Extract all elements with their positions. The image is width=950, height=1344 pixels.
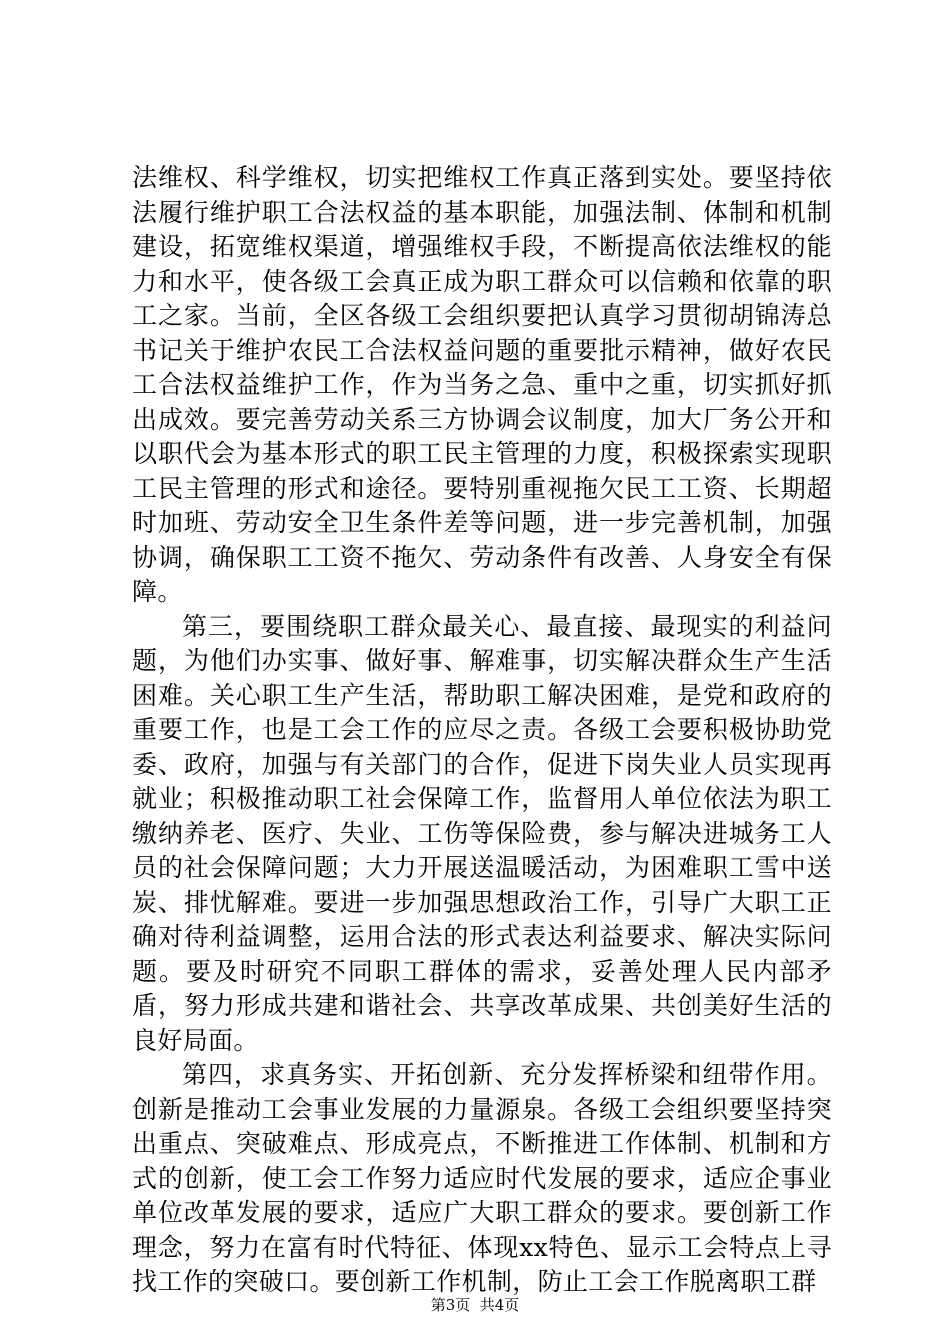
paragraph-1: 法维权、科学维权，切实把维权工作真正落到实处。要坚持依法履行维护职工合法权益的基本职能，加强法制、体制和机制建设，拓宽维权渠道，增强维权手段，不断提高依法维权的能力和水平，使各级工会真正成为职工群众可以信赖和依靠的职工之家。当前，全区各级工会组织要把认真学习贯彻胡锦涛总书记关于维护农民工合法权益问题的重要批示精神，做好农民工合法权益维护工作，作为当务之急、重中之重，切实抓好抓出成效。要完善劳动关系三方协调会议制度，加大厂务公开和以职代会为基本形式的职工民主管理的力度，积极探索实现职工民主管理的形式和途径。要特别重视拖欠民工工资、长期超时加班、劳动安全卫生条件差等问题，进一步完善机制，加强协调，确保职工工资不拖欠、劳动条件有改善、人身安全有保障。: [132, 163, 832, 606]
paragraph-3: 第四，求真务实、开拓创新、充分发挥桥梁和纽带作用。创新是推动工会事业发展的力量源泉。各级工会组织要坚持突出重点、突破难点、形成亮点，不断推进工作体制、机制和方式的创新，使工会工作努力适应时代发展的要求，适应企事业单位改革发展的要求，适应广大职工群众的要求。要创新工作理念，努力在富有时代特征、体现xx特色、显示工会特点上寻找工作的突破口。要创新工作机制，防止工会工作脱离职工群: [132, 1060, 832, 1296]
page-number-label: 第3页 共4页: [430, 1296, 520, 1314]
document-body: [132, 161, 832, 1300]
paragraph-2: 第三，要围绕职工群众最关心、最直接、最现实的利益问题，为他们办实事、做好事、解难事，切实解决群众生产生活困难。关心职工生产生活，帮助职工解决困难，是党和政府的重要工作，也是工会工作的应尽之责。各级工会要积极协助党委、政府，加强与有关部门的合作，促进下岗失业人员实现再就业；积极推动职工社会保障工作，监督用人单位依法为职工缴纳养老、医疗、失业、工伤等保险费，参与解决进城务工人员的社会保障问题；大力开展送温暖活动，为困难职工雪中送炭、排忧解难。要进一步加强思想政治工作，引导广大职工正确对待利益调整，运用合法的形式表达利益要求、解决实际问题。要及时研究不同职工群体的需求，妥善处理人民内部矛盾，努力形成共建和谐社会、共享改革成果、共创美好生活的良好局面。: [132, 611, 832, 1055]
page-footer: [0, 1295, 950, 1315]
